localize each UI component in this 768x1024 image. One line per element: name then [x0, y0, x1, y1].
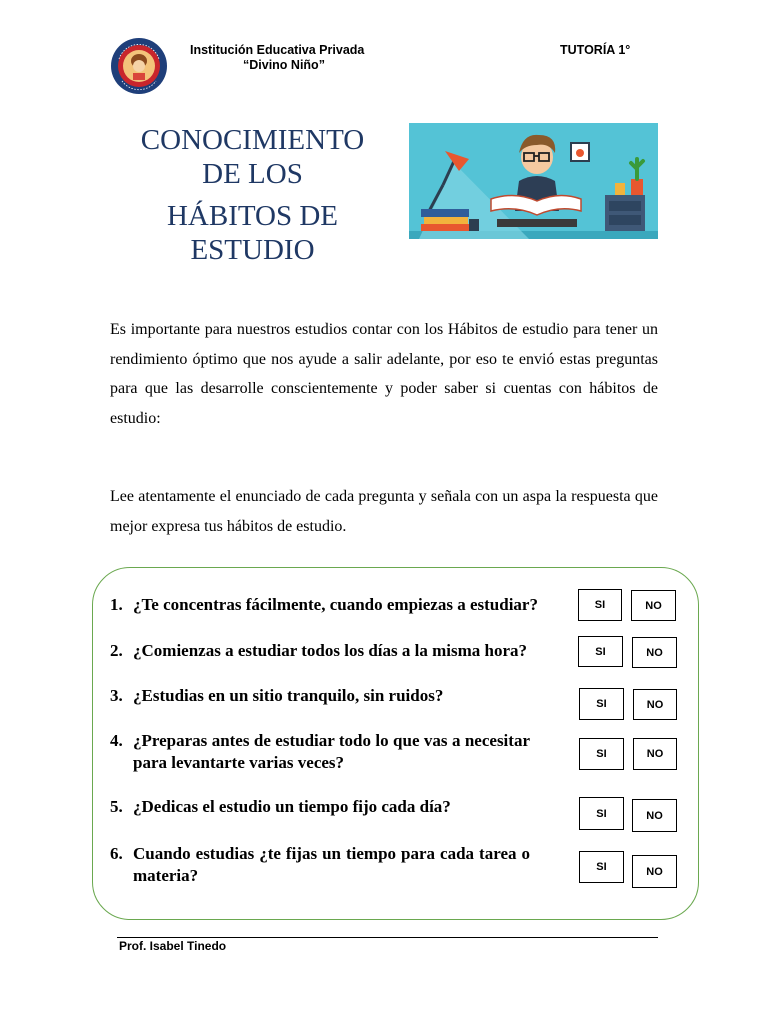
- intro-paragraph: Es importante para nuestros estudios contar con los Hábitos de estudio para tener un rendimiento óptimo que nos ayude a salir adelante, por eso te envió estas preguntas para que las desarrolle conscientemente y poder saber si cuentas con hábitos de estudio:: [110, 321, 658, 427]
- footer-divider: [117, 937, 658, 938]
- answer-yes-checkbox-3[interactable]: SI: [579, 688, 624, 720]
- question-text: ¿Estudias en un sitio tranquilo, sin ruidos?: [133, 686, 444, 705]
- question-text: ¿Dedicas el estudio un tiempo fijo cada día?: [133, 797, 451, 816]
- question-5: [110, 796, 540, 818]
- answer-yes-checkbox-5[interactable]: SI: [579, 797, 624, 830]
- grade-label: TUTORÍA 1°: [560, 43, 631, 57]
- question-text: ¿Preparas antes de estudiar todo lo que vas a necesitar para levantarte varias veces?: [133, 731, 530, 772]
- author-name: Prof. Isabel Tinedo: [119, 939, 227, 953]
- question-text: ¿Comienzas a estudiar todos los días a la misma hora?: [133, 641, 528, 660]
- student-reading-illustration: [409, 123, 658, 239]
- answer-no-checkbox-4[interactable]: NO: [633, 738, 677, 770]
- answer-yes-checkbox-6[interactable]: SI: [579, 851, 624, 883]
- title-line3: HÁBITOS DE: [166, 200, 339, 232]
- answer-no-checkbox-1[interactable]: NO: [631, 590, 676, 621]
- question-text: ¿Te concentras fácilmente, cuando empiezas a estudiar?: [133, 595, 538, 614]
- question-number: 1.: [110, 595, 123, 614]
- question-text: Cuando estudias ¿te fijas un tiempo para cada tarea o materia?: [133, 844, 530, 885]
- question-number: 6.: [110, 844, 123, 863]
- question-6: [110, 843, 540, 889]
- answer-no-checkbox-3[interactable]: NO: [633, 689, 677, 720]
- instruction-paragraph: Lee atentamente el enunciado de cada pregunta y señala con un aspa la respuesta que mejor expresa tus hábitos de estudio.: [110, 488, 658, 535]
- title-line4: ESTUDIO: [190, 234, 315, 266]
- answer-yes-checkbox-2[interactable]: SI: [578, 636, 623, 667]
- institution-name-line1: Institución Educativa Privada: [190, 43, 365, 57]
- title-line1: CONOCIMIENTO: [140, 124, 365, 156]
- title-line2: DE LOS: [202, 158, 303, 190]
- answer-yes-checkbox-4[interactable]: SI: [579, 738, 624, 770]
- school-logo: [110, 37, 168, 95]
- question-1: [110, 594, 630, 616]
- answer-no-checkbox-5[interactable]: NO: [632, 799, 677, 832]
- question-number: 2.: [110, 641, 123, 660]
- answer-no-checkbox-6[interactable]: NO: [632, 855, 677, 888]
- answer-yes-checkbox-1[interactable]: SI: [578, 589, 622, 621]
- answer-no-checkbox-2[interactable]: NO: [632, 637, 677, 668]
- institution-name-line2: “Divino Niño”: [243, 58, 325, 72]
- question-2: [110, 640, 630, 662]
- question-3: [110, 685, 530, 707]
- question-number: 5.: [110, 797, 123, 816]
- question-number: 3.: [110, 686, 123, 705]
- question-number: 4.: [110, 731, 123, 750]
- question-4: [110, 730, 540, 776]
